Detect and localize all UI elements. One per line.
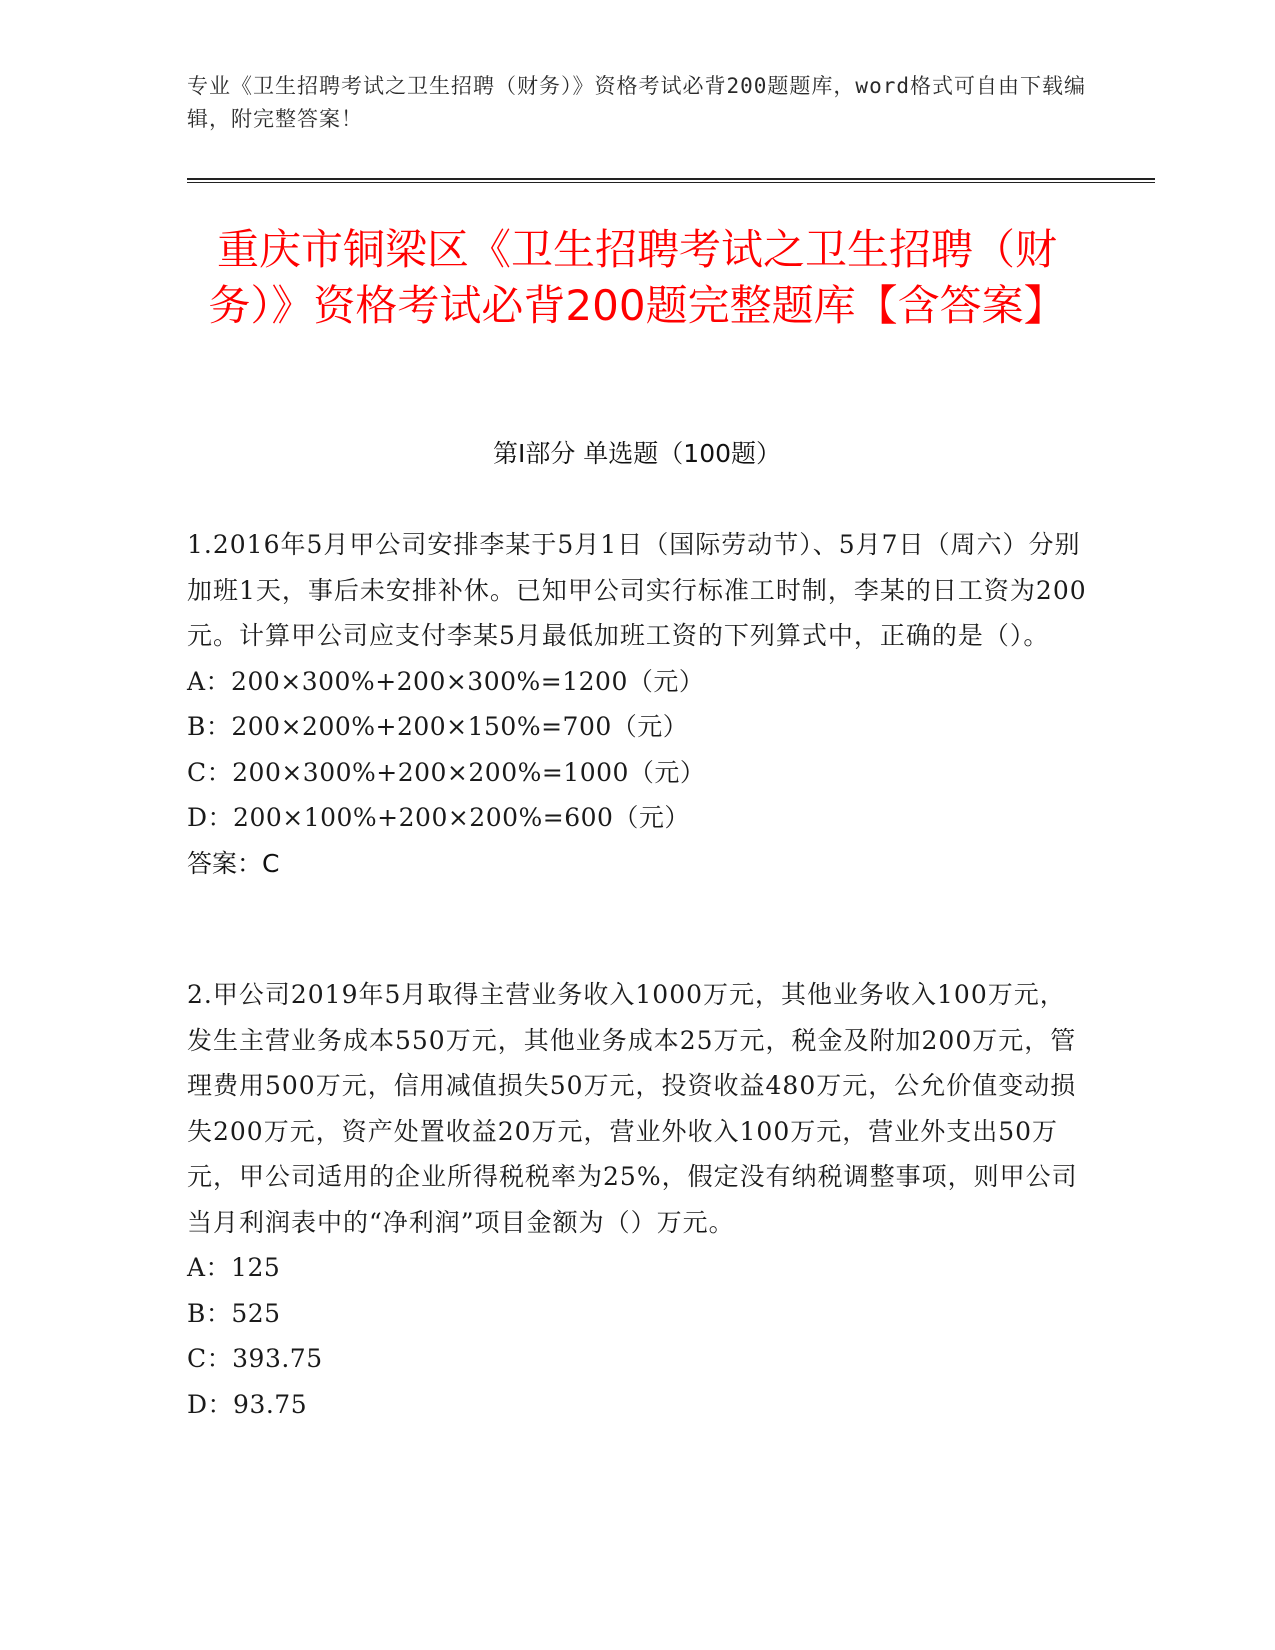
option-c: C：200×300%+200×200%=1000（元） <box>187 757 706 787</box>
answer: 答案：C <box>187 848 280 878</box>
document-title: 重庆市铜梁区《卫生招聘考试之卫生招聘（财务）》资格考试必背200题完整题库【含答案】 <box>208 225 1066 330</box>
header-divider-thin <box>187 182 1155 183</box>
option-d: D：200×100%+200×200%=600（元） <box>187 803 690 832</box>
header-divider-thick <box>187 178 1155 180</box>
option-b: B：200×200%+200×150%=700（元） <box>187 712 689 741</box>
question-1 <box>187 522 1087 886</box>
header-note: 专业《卫生招聘考试之卫生招聘（财务）》资格考试必背200题题库，word格式可自由下载编辑，附完整答案！ <box>187 74 1086 131</box>
question-2 <box>187 972 1087 1427</box>
option-a: A：125 <box>187 1253 281 1282</box>
question-stem: 1.2016年5月甲公司安排李某于5月1日（国际劳动节）、5月7日（周六）分别加班1天，事后未安排补休。已知甲公司实行标准工时制，李某的日工资为200元。计算甲公司应支付李某5月最低加班工资的下列算式中，正确的是（）。 <box>187 530 1087 650</box>
option-b: B：525 <box>187 1298 281 1328</box>
option-d: D：93.75 <box>187 1389 308 1419</box>
option-a: A：200×300%+200×300%=1200（元） <box>187 666 705 696</box>
option-c: C：393.75 <box>187 1344 323 1373</box>
section-title: 第I部分 单选题（100题） <box>492 439 782 468</box>
question-stem: 2.甲公司2019年5月取得主营业务收入1000万元，其他业务收入100万元，发生主营业务成本550万元，其他业务成本25万元，税金及附加200万元，管理费用500万元，信用减值损失50万元，投资收益480万元，公允价值变动损失200万元，资产处置收益20万元，营业外收入100万元，营业外支出50万元，甲公司适用的企业所得税税率为25%，假定没有纳税调整事项，则甲公司当月利润表中的“净利润”项目金额为（）万元。 <box>187 980 1078 1237</box>
